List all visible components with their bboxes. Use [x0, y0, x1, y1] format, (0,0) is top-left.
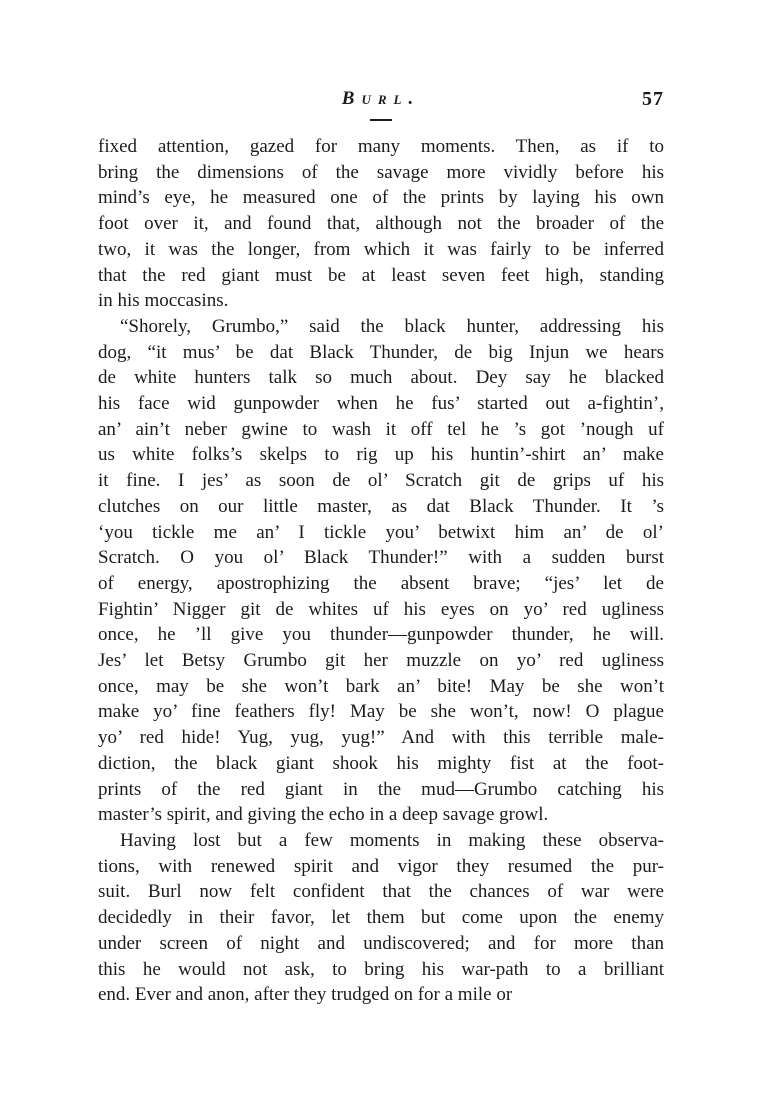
text-line: yo’ red hide! Yug, yug, yug!” And with this terrible male- — [98, 727, 664, 749]
text-line: of energy, apostrophizing the absent brave; “jes’ let de — [98, 572, 664, 594]
text-line: foot over it, and found that, although not the broader of the — [98, 213, 664, 235]
text-line: it fine. I jes’ as soon de ol’ Scratch git de grips uf his — [98, 470, 664, 492]
text-line: Jes’ let Betsy Grumbo git her muzzle on yo’ red ugliness — [98, 650, 664, 672]
paragraph — [98, 134, 664, 314]
paragraph — [98, 314, 664, 828]
page-number: 57 — [642, 88, 664, 110]
text-line: once, he ’ll give you thunder—gunpowder thunder, he will. — [98, 624, 664, 646]
text-line: two, it was the longer, from which it was fairly to be inferred — [98, 238, 664, 260]
text-line: us white folks’s skelps to rig up his huntin’-shirt an’ make — [98, 444, 664, 466]
text-line: bring the dimensions of the savage more vividly before his — [98, 161, 664, 183]
text-line: Scratch. O you ol’ Black Thunder!” with a sudden burst — [98, 547, 664, 569]
text-line: end. Ever and anon, after they trudged on for a mile or — [98, 984, 513, 1006]
text-line: make yo’ fine feathers fly! May be she won’t, now! O plague — [98, 701, 664, 723]
text-line: dog, “it mus’ be dat Black Thunder, de big Injun we hears — [98, 341, 664, 363]
text-line: mind’s eye, he measured one of the prints by laying his own — [98, 187, 664, 209]
text-line: under screen of night and undiscovered; and for more than — [98, 932, 664, 954]
text-line: that the red giant must be at least seven feet high, standing — [98, 264, 664, 286]
text-line: “Shorely, Grumbo,” said the black hunter, addressing his — [120, 315, 664, 337]
text-line: tions, with renewed spirit and vigor they resumed the pur- — [98, 855, 664, 877]
page-header — [98, 88, 664, 134]
text-line: Fightin’ Nigger git de whites uf his eyes on yo’ red ugliness — [98, 598, 664, 620]
header-rule — [370, 119, 392, 121]
text-block — [98, 134, 664, 1008]
text-line: this he would not ask, to bring his war-path to a brilliant — [98, 958, 664, 980]
text-line: clutches on our little master, as dat Black Thunder. It ’s — [98, 495, 664, 517]
running-head: Burl. — [341, 88, 421, 109]
text-line: master’s spirit, and giving the echo in a deep savage growl. — [98, 804, 549, 826]
text-line: ‘you tickle me an’ I tickle you’ betwixt him an’ de ol’ — [98, 521, 664, 543]
text-line: an’ ain’t neber gwine to wash it off tel he ’s got ’nough uf — [98, 418, 664, 440]
text-line: once, may be she won’t bark an’ bite! May be she won’t — [98, 675, 664, 697]
text-line: his face wid gunpowder when he fus’ started out a-fightin’, — [98, 393, 664, 415]
text-line: in his moccasins. — [98, 290, 229, 312]
text-column — [98, 88, 664, 1006]
text-line: diction, the black giant shook his mighty fist at the foot- — [98, 752, 664, 774]
paragraph — [98, 828, 664, 1008]
text-line: de white hunters talk so much about. Dey say he blacked — [98, 367, 664, 389]
text-line: fixed attention, gazed for many moments. Then, as if to — [98, 136, 664, 157]
text-line: Having lost but a few moments in making these observa- — [120, 829, 664, 851]
text-line: decidedly in their favor, let them but come upon the enemy — [98, 907, 664, 929]
text-line: prints of the red giant in the mud—Grumbo catching his — [98, 778, 664, 800]
text-line: suit. Burl now felt confident that the chances of war were — [98, 881, 664, 903]
